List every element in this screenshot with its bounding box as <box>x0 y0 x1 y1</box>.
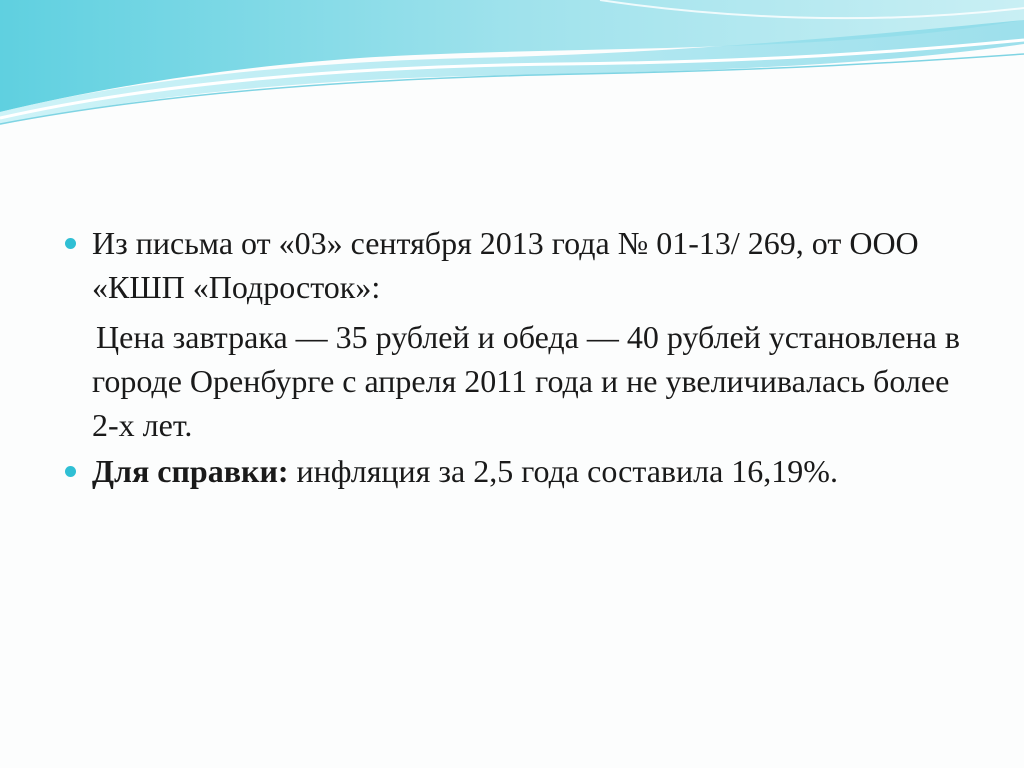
bullet-item-letter <box>62 221 982 309</box>
reference-label: Для справки: <box>92 453 289 489</box>
inflation-text: инфляция за 2,5 года составила 16,19%. <box>288 453 838 489</box>
slide-body <box>62 221 982 493</box>
bullet-item-reference <box>62 449 982 493</box>
prices-text: Цена завтрака — 35 рублей и обеда — 40 рублей установлена в городе Оренбурге с апреля 2011 года и не увеличивалась более 2-х лет. <box>92 319 960 443</box>
sub-paragraph-prices <box>62 315 982 447</box>
bullet-text-letter: Из письма от «03» сентября 2013 года № 01-13/ 269, от ООО «КШП «Подросток»: <box>92 225 919 305</box>
circle-bullet-icon <box>65 238 76 249</box>
circle-bullet-icon <box>65 466 76 477</box>
header-wave-decoration <box>0 0 1024 130</box>
